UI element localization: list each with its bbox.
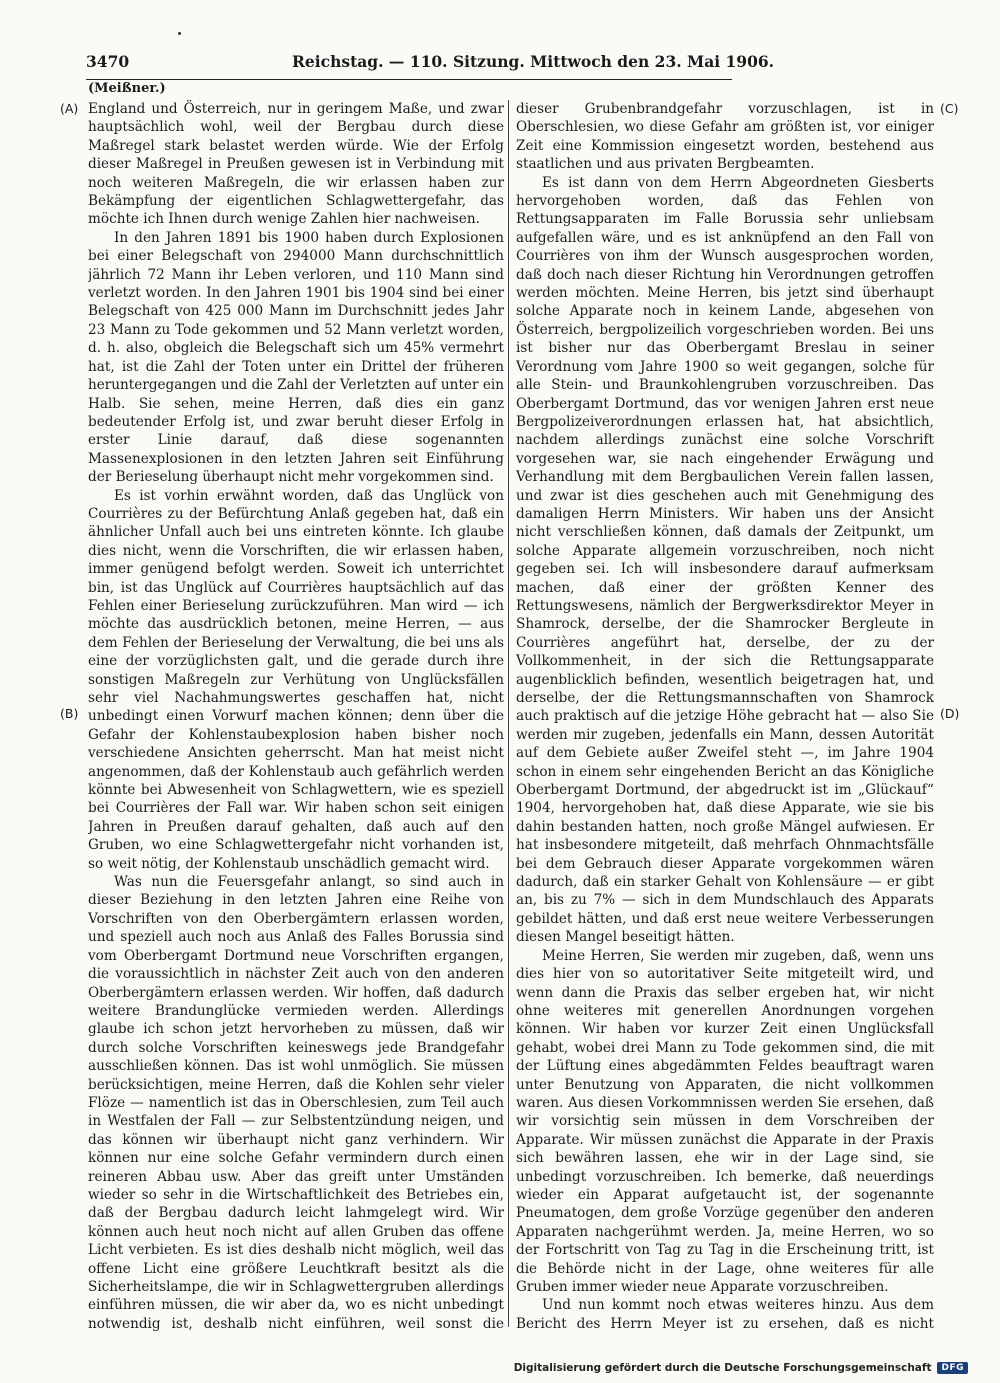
margin-marker-b: (B) [60, 706, 79, 721]
page-number: 3470 [86, 52, 130, 71]
margin-marker-c: (C) [940, 101, 959, 116]
footer-text: Digitalisierung gefördert durch die Deutsche Forschungsgemeinschaft [513, 1362, 932, 1374]
paragraph: England und Österreich, nur in geringem Maße, und zwar hauptsächlich wohl, weil der Bergbau durch diese Maßregel stark belastet werden würde. Wie der Erfolg dieser Maßregel in Preußen gewesen ist in Verbindung mit noch weiteren Maßregeln, die wir erlassen haben zur Bekämpfung der eigentlichen Schlagwettergefahr, das möchte ich Ihnen durch wenige Zahlen hier nachweisen. [88, 101, 504, 228]
paragraph: In den Jahren 1891 bis 1900 haben durch Explosionen bei einer Belegschaft von 294000 Mann durchschnittlich jährlich 72 Mann ihr Leben verloren, und 110 Mann sind verletzt worden. In den Jahren 1901 bis 1904 sind bei einer Belegschaft von 425 000 Mann im Durchschnitt jedes Jahr 23 Mann zu Tode gekommen und 52 Mann verletzt worden, d. h. also, obgleich die Belegschaft sich um 45% vermehrt hat, ist die Zahl der Toten unter ein Drittel der früheren heruntergegangen und die Zahl der Verletzten auf unter ein Halb. Sie sehen, meine Herren, daß dies ein ganz bedeutender Erfolg ist, und zwar beruht dieser Erfolg in erster Linie darauf, daß diese sogenannten Massenexplosionen in den letzten Jahren seit Einführung der Berieselung überhaupt nicht mehr vorgekommen sind. [88, 229, 504, 486]
paragraph: dieser Grubenbrandgefahr vorzuschlagen, ist in Oberschlesien, wo diese Gefahr am größten ist, vor einiger Zeit eine Kommission eingesetzt worden, bestehend aus staatlichen und aus privaten Bergbeamten. [516, 101, 934, 173]
margin-marker-d: (D) [940, 706, 960, 721]
margin-marker-a: (A) [60, 101, 79, 116]
print-speck [178, 32, 181, 35]
paragraph: Meine Herren, Sie werden mir zugeben, daß, wenn uns dies hier von so autoritativer Seite mitgeteilt wird, und wenn dann die Praxis das selber ergeben hat, wir nicht ohne weiteres mit generellen Anordnungen vorgehen können. Wir haben vor kurzer Zeit einen Unglücksfall gehabt, wobei drei Mann zu Tode gekommen sind, die mit der Lüftung eines abgedämmten Feldes beauftragt waren unter Benutzung von Apparaten, die nicht vollkommen waren. Aus diesen Vorkommnissen werden Sie ersehen, daß wir vorsichtig sein müssen in dem Vorschreiben der Apparate. Wir müssen zunächst die Apparate in der Praxis sich bewähren lassen, ehe wir in der Lage sind, sie unbedingt vorzuschreiben. Ich bemerke, daß neuerdings wieder ein Apparat aufgetaucht ist, der sogenannte Pneumatogen, dem große Vorzüge gegenüber den anderen Apparaten nachgerühmt werden. Ja, meine Herren, wo so der Fortschritt von Tag zu Tag in die Erscheinung tritt, ist die Behörde nicht in der Lage, ohne weiteres für alle Gruben immer wieder neue Apparate vorzuschreiben. [516, 947, 934, 1295]
page-header [86, 52, 775, 78]
column-divider [508, 100, 509, 1327]
paragraph: Es ist vorhin erwähnt worden, daß das Unglück von Courrières zu der Befürchtung Anlaß gegeben hat, daß ein ähnlicher Unfall auch bei uns eintreten könnte. Ich glaube dies nicht, wenn die Vorschriften, die wir erlassen haben, immer genügend befolgt werden. Soweit ich unterrichtet bin, ist das Unglück auf Courrières hauptsächlich auf das Fehlen einer Berieselung zurückzuführen. Man wird — ich möchte das ausdrücklich betonen, meine Herren, — aus dem Fehlen der Berieselung der Verwaltung, die bei uns als eine der vorzüglichsten galt, und die gerade durch ihre sonstigen Maßregeln zur Verhütung von Unglücksfällen sehr viel Nachahmungswertes geschaffen hat, nicht unbedingt einen Vorwurf machen können; denn über die Gefahr der Kohlenstaubexplosion haben bisher noch verschiedene Ansichten geherrscht. Man hat meist nicht angenommen, daß der Kohlenstaub auch gefährlich werden könnte bei Abwesenheit von Schlagwettern, wie es speziell bei Courrières der Fall war. Wir haben schon seit einigen Jahren in Preußen darauf gehalten, daß auch auf den Gruben, wo eine Schlagwettergefahr nicht vorhanden ist, so weit nötig, der Kohlenstaub unschädlich gemacht wird. [88, 487, 504, 872]
left-column [88, 100, 504, 1335]
page-title: Reichstag. — 110. Sitzung. Mittwoch den 23. Mai 1906. [292, 52, 775, 71]
digitization-footer [514, 1360, 968, 1376]
speaker-label: (Meißner.) [88, 81, 166, 96]
paragraph: Was nun die Feuersgefahr anlangt, so sind auch in dieser Beziehung in den letzten Jahren eine Reihe von Vorschriften von den Oberbergämtern erlassen worden, und speziell auch noch aus Anlaß des Falles Borussia sind vom Oberbergamt Dortmund neue Vorschriften ergangen, die voraussichtlich in nächster Zeit auch von den anderen Oberbergämtern erlassen werden. Wir hoffen, daß dadurch weitere Brandunglücke vermieden werden. Allerdings glaube ich schon jetzt hervorheben zu müssen, daß wir durch solche Vorschriften keineswegs jede Brandgefahr ausschließen können. Das ist wohl unmöglich. Sie müssen berücksichtigen, meine Herren, daß die Kohlen sehr vieler Flöze — namentlich ist das in Oberschlesien, zum Teil auch in Westfalen der Fall — zur Selbstentzündung neigen, und das können wir überhaupt nicht ganz verhindern. Wir können nur eine solche Gefahr vermindern durch einen reineren Abbau usw. Aber das greift unter Umständen wieder so sehr in die Wirtschaftlichkeit des Betriebes ein, daß der Bergbau dadurch leicht lahmgelegt wird. Wir können auch heut noch nicht auf allen Gruben das offene Licht verbieten. Es ist dies deshalb nicht möglich, weil das offene Licht eine größere Leuchtkraft besitzt als die Sicherheitslampe, die wir in Schlagwettergruben allerdings einführen müssen, die wir aber da, wo es nicht unbedingt notwendig ist, deshalb nicht einführen, weil sonst die [88, 874, 504, 1332]
right-column [516, 100, 934, 1335]
paragraph: Und nun kommt noch etwas weiteres hinzu. Aus dem Bericht des Herrn Meyer ist zu ersehen, daß es nicht [516, 1297, 934, 1332]
header-rule [86, 79, 732, 80]
dfg-logo: DFG [937, 1362, 968, 1374]
paragraph: Es ist dann von dem Herrn Abgeordneten Giesberts hervorgehoben worden, daß das Fehlen von Rettungsapparaten im Falle Borussia sehr unliebsam aufgefallen wäre, und es ist anknüpfend an den Fall von Courrières von ihm der Wunsch ausgesprochen worden, daß doch nach dieser Richtung hin Verordnungen getroffen werden möchten. Meine Herren, bis jetzt sind überhaupt solche Apparate noch in keinem Lande, abgesehen von Österreich, bergpolizeilich vorgeschrieben worden. Bei uns ist bisher nur das Oberbergamt Breslau in seiner Verordnung vom Jahre 1900 so weit gegangen, solche für alle Stein- und Braunkohlengruben vorzuschreiben. Das Oberbergamt Dortmund, das vor wenigen Jahren erst neue Bergpolizeiverordnungen erlassen hat, hat absichtlich, nachdem allerdings zunächst eine solche Vorschrift vorgesehen war, sie nach eingehender Erwägung und Verhandlung mit dem Bergbaulichen Verein fallen lassen, und zwar ist dies geschehen auch mit Genehmigung des damaligen Herrn Ministers. Wir haben uns der Ansicht nicht verschließen können, daß damals der Zeitpunkt, um solche Apparate allgemein vorzuschreiben, noch nicht gegeben sei. Ich will insbesondere darauf aufmerksam machen, daß einer der größten Kenner des Rettungswesens, nämlich der Bergwerksdirektor Meyer in Shamrock, derselbe, der die Shamrocker Bergleute in Courrières angeführt hat, derselbe, der zu der Vollkommenheit, in der sich die Rettungsapparate augenblicklich befinden, wesentlich beigetragen hat, und derselbe, der die Rettungsmannschaften von Shamrock auch praktisch auf die jetzige Höhe gebracht hat — also Sie werden mir zugeben, jedenfalls ein Mann, dessen Autorität auf dem Gebiete außer Zweifel steht —, im Jahre 1904 schon in einem sehr eingehenden Bericht an das Königliche Oberbergamt Dortmund, der abgedruckt ist im „Glückauf“ 1904, hervorgehoben hat, daß diese Apparate, wie sie bis dahin bestanden hatten, noch große Mängel aufwiesen. Er hat insbesondere mitgeteilt, daß mehrfach Ohnmachtsfälle bei dem Gebrauch dieser Apparate vorgekommen wären dadurch, daß ein starker Gehalt von Kohlensäure — er gibt an, bis zu 7% — sich in dem Mundschlauch des Apparats gebildet hätten, und daß erst neue weitere Verbesserungen diesen Mangel beseitigt hätten. [516, 174, 934, 946]
